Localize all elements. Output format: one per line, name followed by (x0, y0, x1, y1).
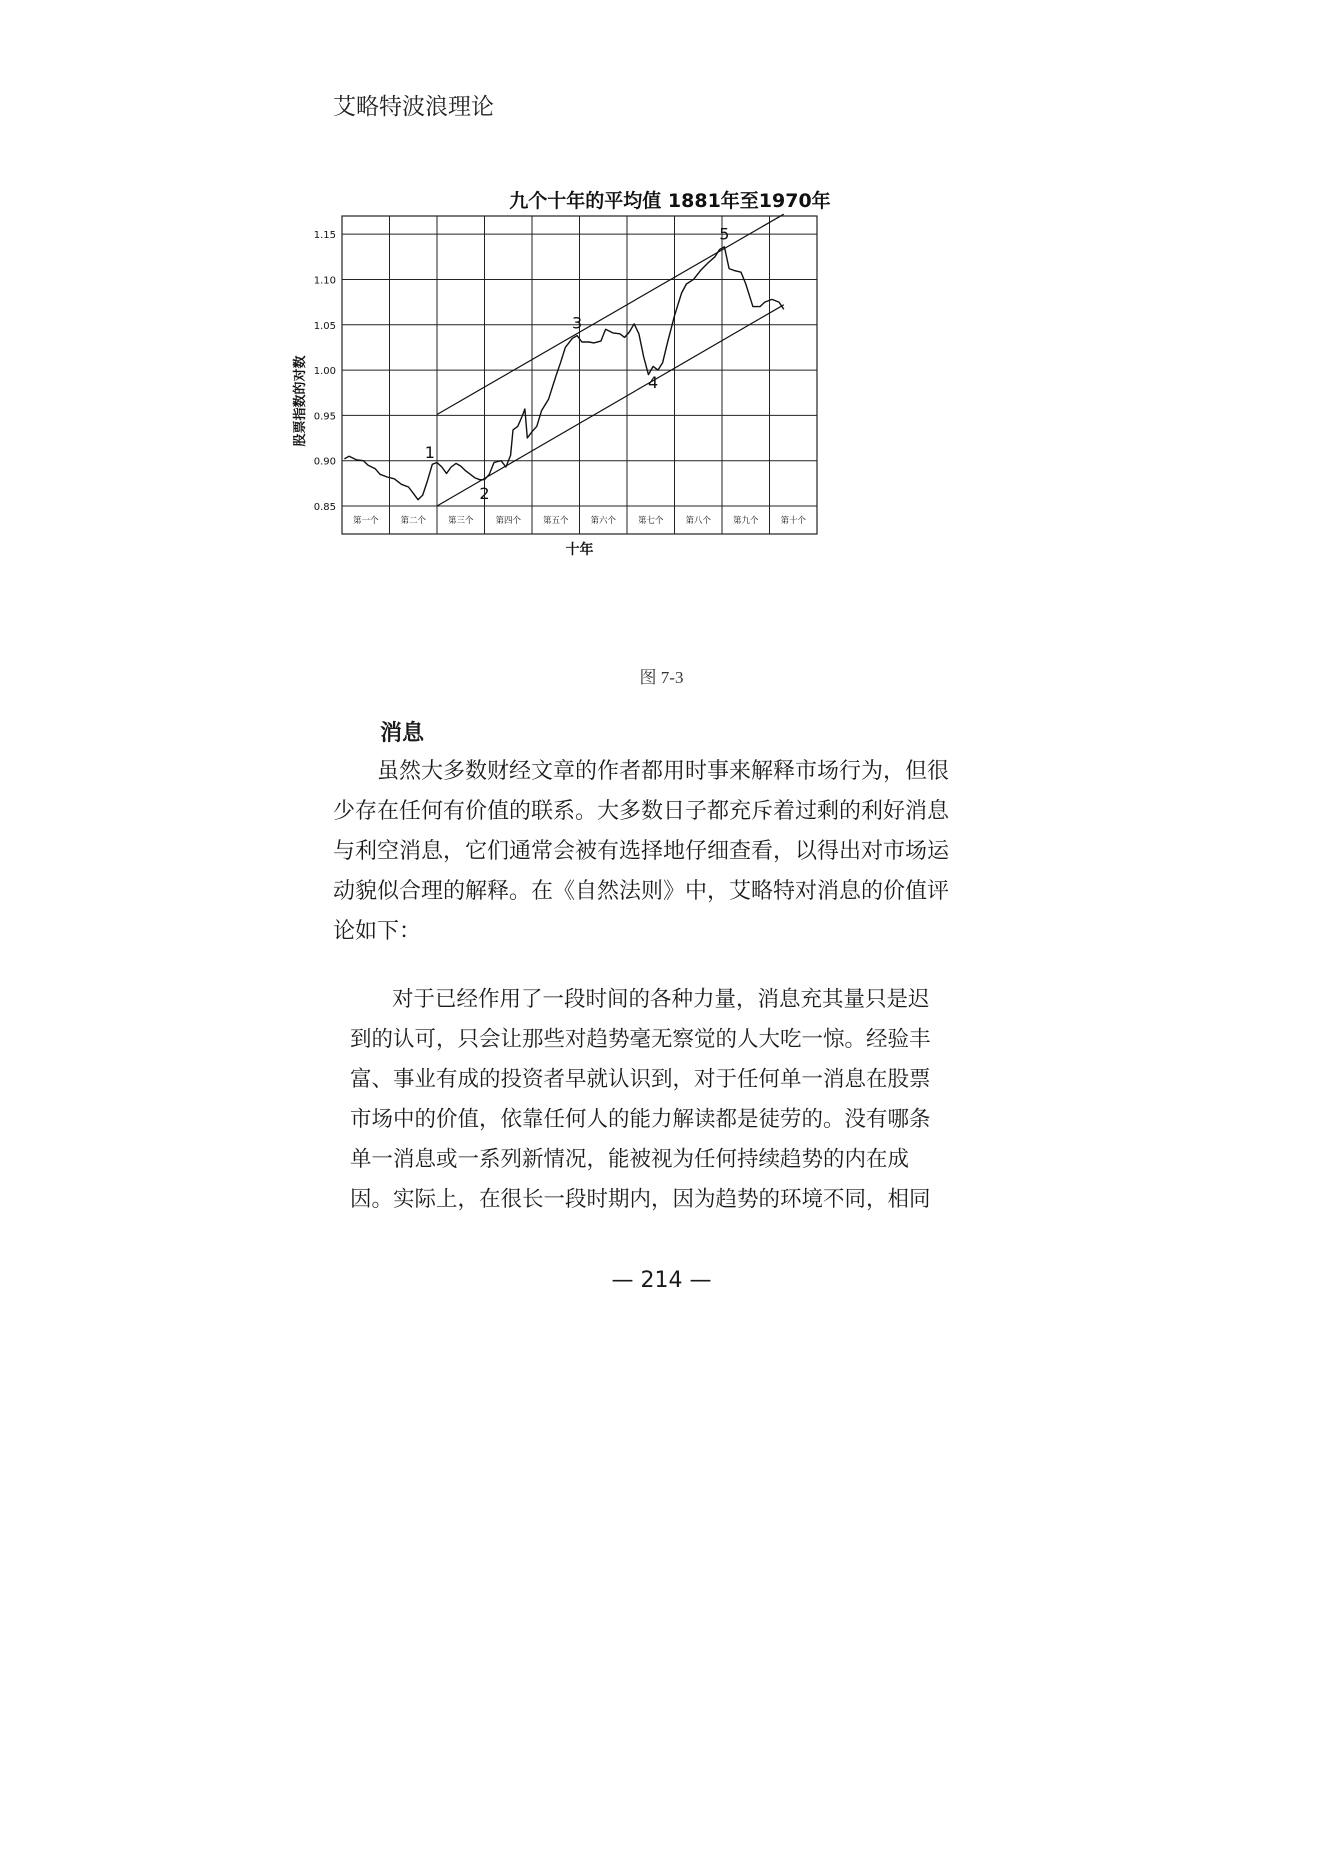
y-tick-labels (314, 230, 336, 513)
x-tick-label: 第十个 (780, 516, 807, 526)
x-tick-label: 第四个 (495, 516, 522, 526)
channel-line (437, 214, 784, 414)
channel-line (437, 305, 784, 506)
y-tick-label: 1.00 (313, 366, 336, 378)
body-paragraph (333, 752, 999, 952)
quote-line: 富、事业有成的投资者早就认识到，对于任何单一消息在股票 (350, 1067, 931, 1092)
y-tick-label: 1.15 (313, 230, 336, 242)
quote-line: 到的认可，只会让那些对趋势毫无察觉的人大吃一惊。经验丰 (350, 1027, 931, 1052)
y-axis-label: 股票指数的对数 (293, 355, 308, 447)
paragraph-line: 论如下： (333, 919, 422, 944)
y-tick-label: 0.95 (313, 411, 336, 423)
plot-area (292, 214, 817, 558)
x-axis-label: 十年 (565, 542, 594, 558)
x-tick-label: 第六个 (590, 516, 617, 526)
decades-chart (293, 180, 1010, 650)
trend-channel (437, 214, 784, 506)
x-tick-label: 第二个 (400, 516, 427, 526)
quote-line: 单一消息或一系列新情况，能被视为任何持续趋势的内在成 (350, 1147, 910, 1172)
wave-label: 3 (572, 313, 583, 333)
quote-line: 市场中的价值，依靠任何人的能力解读都是徒劳的。没有哪条 (350, 1107, 931, 1132)
y-tick-label: 0.90 (313, 456, 336, 468)
x-tick-label: 第三个 (447, 516, 474, 526)
block-quote (350, 980, 990, 1220)
wave-label: 5 (719, 224, 730, 244)
y-tick-label: 1.05 (313, 320, 336, 332)
chart-title: 九个十年的平均值 1881年至1970年 (509, 190, 831, 212)
quote-line: 因。实际上，在很长一段时期内，因为趋势的环境不同，相同 (350, 1187, 931, 1212)
chart-grid (342, 216, 817, 534)
paragraph-line: 虽然大多数财经文章的作者都用时事来解释市场行为，但很 (377, 759, 950, 784)
wave-label: 4 (648, 373, 659, 393)
wave-label: 1 (424, 442, 435, 462)
series-line (344, 247, 783, 500)
section-heading: 消息 (380, 721, 425, 746)
figure-caption: 图 7-3 (639, 668, 684, 687)
y-tick-label: 0.85 (313, 502, 336, 513)
paragraph-line: 与利空消息，它们通常会被有选择地仔细查看，以得出对市场运 (333, 839, 950, 864)
y-tick-label: 1.10 (313, 275, 336, 287)
wave-label: 2 (479, 483, 490, 503)
paragraph-line: 少存在任何有价值的联系。大多数日子都充斥着过剩的利好消息 (333, 799, 950, 824)
x-tick-label: 第七个 (637, 516, 664, 526)
x-tick-label: 第一个 (352, 516, 379, 526)
running-head: 艾略特波浪理论 (333, 94, 494, 120)
x-tick-label: 第五个 (542, 516, 569, 526)
quote-line: 对于已经作用了一段时间的各种力量，消息充其量只是迟 (392, 987, 930, 1012)
x-tick-label: 第九个 (732, 516, 759, 526)
paragraph-line: 动貌似合理的解释。在《自然法则》中，艾略特对消息的价值评 (333, 879, 950, 904)
x-tick-label: 第八个 (685, 516, 712, 526)
page-number: — 214 — (611, 1268, 712, 1293)
chart-series (344, 247, 783, 500)
